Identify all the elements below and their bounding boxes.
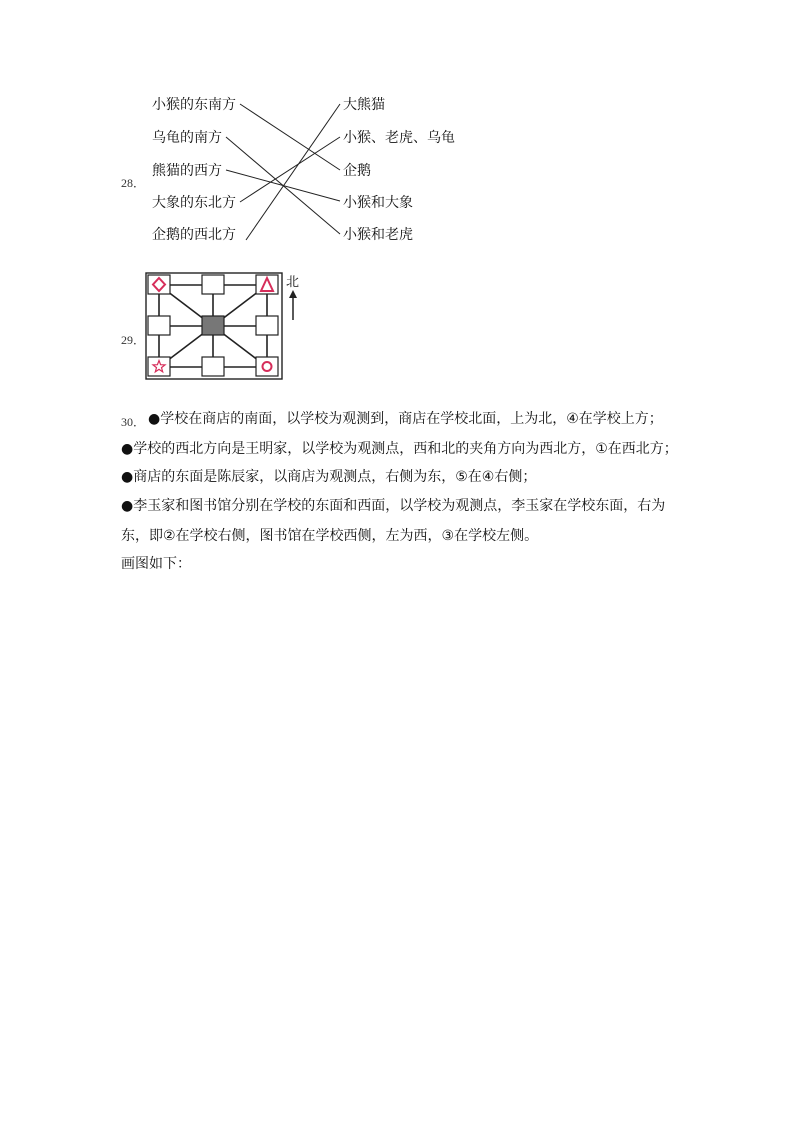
q28-match-lines xyxy=(0,0,800,260)
q28-right-item-1: 大熊猫 xyxy=(343,97,385,113)
q28-right-item-3: 企鹅 xyxy=(343,163,371,179)
cell-top-middle xyxy=(202,275,224,294)
q28-left-item-3: 熊猫的西方 xyxy=(152,163,222,179)
match-line-1 xyxy=(240,104,340,170)
cell-bottom-right xyxy=(256,357,278,376)
north-label: 北 xyxy=(286,275,300,290)
q28-right-item-2: 小猴、老虎、乌龟 xyxy=(343,130,455,146)
q29-grid-map xyxy=(145,272,315,382)
q30-line-6: 画图如下： xyxy=(121,556,191,572)
q30-line-1: ●学校在商店的南面，以学校为观测到，商店在学校北面，上为北，④在学校上方； xyxy=(148,411,663,427)
match-line-5 xyxy=(246,104,340,240)
q28-right-item-4: 小猴和大象 xyxy=(343,195,413,211)
match-line-4 xyxy=(240,137,340,202)
cell-middle-right xyxy=(256,316,278,335)
q28-left-item-2: 乌龟的南方 xyxy=(152,130,222,146)
match-line-3 xyxy=(226,170,340,201)
q30-line-3: ●商店的东面是陈辰家，以商店为观测点，右侧为东，⑤在④右侧； xyxy=(121,469,537,485)
q28-left-item-1: 小猴的东南方 xyxy=(152,97,236,113)
q28-number: 28． xyxy=(121,176,146,190)
cell-center xyxy=(202,316,224,335)
q30-number: 30． xyxy=(121,415,146,429)
q30-line-2: ●学校的西北方向是王明家，以学校为观测点，西和北的夹角方向为西北方，①在西北方； xyxy=(121,441,678,457)
cell-middle-left xyxy=(148,316,170,335)
q29-number: 29． xyxy=(121,333,146,347)
q30-line-5: 东，即②在学校右侧，图书馆在学校西侧，左为西，③在学校左侧。 xyxy=(121,528,539,544)
cell-bottom-middle xyxy=(202,357,224,376)
q28-right-item-5: 小猴和老虎 xyxy=(343,227,413,243)
q28-left-item-4: 大象的东北方 xyxy=(152,195,236,211)
q30-line-4: ●李玉家和图书馆分别在学校的东面和西面，以学校为观测点，李玉家在学校东面，右为 xyxy=(121,498,666,514)
north-arrow xyxy=(289,290,297,320)
q28-left-item-5: 企鹅的西北方 xyxy=(152,227,236,243)
